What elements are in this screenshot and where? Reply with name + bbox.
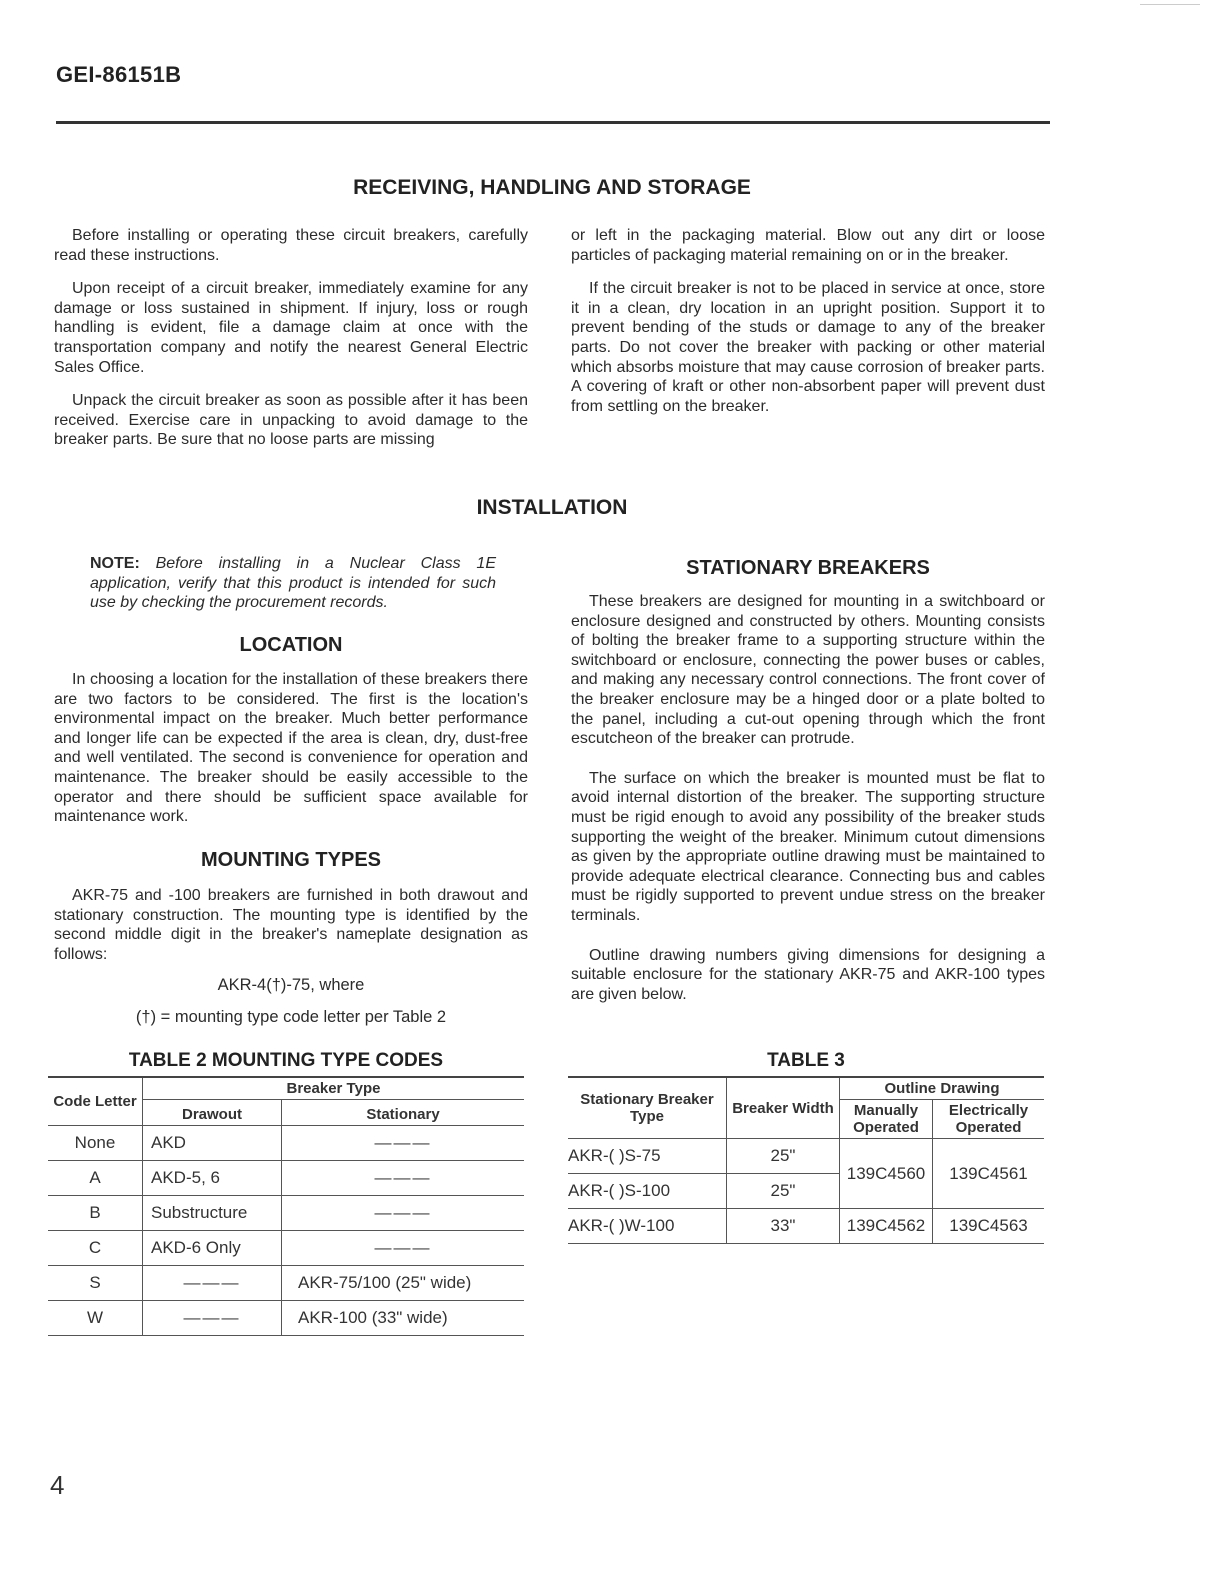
column-header-drawout: Drawout xyxy=(143,1100,282,1126)
stationary-breakers-title: STATIONARY BREAKERS xyxy=(686,557,930,579)
column-header-width: Breaker Width xyxy=(727,1077,840,1139)
code-cell: C xyxy=(48,1231,143,1266)
type-cell: AKR-( )S-75 xyxy=(568,1139,727,1174)
paragraph: AKR-75 and -100 breakers are furnished in both drawout and stationary construction. The mounting type is identified by the second middle digit in the breaker's nameplate designation as follows: xyxy=(54,887,528,963)
location-section xyxy=(54,670,528,841)
mounting-type-codes-table xyxy=(48,1076,524,1336)
paragraph: Outline drawing numbers giving dimensions for designing a suitable enclosure for the stationary AKR-75 and AKR-100 types are given below. xyxy=(571,946,1045,1003)
stationary-cell: ——— xyxy=(282,1196,525,1231)
receiving-right-column xyxy=(571,226,1045,430)
column-header-type: Stationary Breaker Type xyxy=(568,1077,727,1139)
table-row xyxy=(568,1209,1044,1244)
top-edge-line xyxy=(1140,4,1200,5)
paragraph: Upon receipt of a circuit breaker, immediately examine for any damage or loss sustained in shipment. If injury, loss or rough handling is evident, file a damage claim at once with the transportation company and notify the nearest General Electric Sales Office. xyxy=(54,280,528,376)
nuclear-note xyxy=(90,554,496,613)
width-cell: 25" xyxy=(727,1139,840,1174)
paragraph: In choosing a location for the installation of these breakers there are two factors to be considered. The first is the location's environmental impact on the breaker. Much better performance and longer life can be expected if the area is clean, dry, dust-free and well ventilated. The second is convenience for operation and maintenance. The breaker should be easily accessible to the operator and there should be sufficient space available for maintenance work. xyxy=(54,671,528,826)
column-header-electric: Electrically Operated xyxy=(933,1100,1045,1139)
table-row xyxy=(568,1139,1044,1174)
column-header-manual: Manually Operated xyxy=(840,1100,933,1139)
type-cell: AKR-( )W-100 xyxy=(568,1209,727,1244)
code-cell: None xyxy=(48,1126,143,1161)
installation-title: INSTALLATION xyxy=(476,496,628,519)
code-cell: B xyxy=(48,1196,143,1231)
stationary-cell: AKR-75/100 (25" wide) xyxy=(282,1266,525,1301)
table2-title: TABLE 2 MOUNTING TYPE CODES xyxy=(128,1050,444,1071)
table-row xyxy=(48,1301,524,1336)
electric-drawing-cell: 139C4561 xyxy=(933,1139,1045,1209)
code-cell: S xyxy=(48,1266,143,1301)
column-header-code: Code Letter xyxy=(48,1077,143,1126)
column-header-breaker-type: Breaker Type xyxy=(143,1077,525,1100)
paragraph: Unpack the circuit breaker as soon as possible after it has been received. Exercise care in unpacking to avoid damage to the breaker parts. Be sure that no loose parts are missing xyxy=(54,392,528,449)
electric-drawing-cell: 139C4563 xyxy=(933,1209,1045,1244)
stationary-cell: ——— xyxy=(282,1161,525,1196)
table-row xyxy=(48,1196,524,1231)
drawout-cell: AKD-6 Only xyxy=(143,1231,282,1266)
stationary-cell: AKR-100 (33" wide) xyxy=(282,1301,525,1336)
receiving-title: RECEIVING, HANDLING AND STORAGE xyxy=(353,176,751,199)
paragraph: These breakers are designed for mounting in a switchboard or enclosure designed and constructed by others. Mounting consists of bolting the breaker frame to a supporting structure within the switchboard or enclosure, connecting the power buses or cables, and making any necessary control connections. The front cover of the breaker enclosure may be a hinged door or a plate bolted to the panel, including a cut-out opening through which the front escutcheon of the breaker can protrude. xyxy=(571,593,1045,748)
paragraph: The surface on which the breaker is mounted must be flat to avoid internal distortion of the breaker. The supporting structure must be rigid enough to avoid any possibility of the breaker studs supporting the weight of the breaker. Minimum cutout dimensions as given by the appropriate outline drawing must be maintained to provide adequate electrical clearance. Connecting bus and cables must be rigidly supported to prevent undue stress on the breaker terminals. xyxy=(571,769,1045,924)
stationary-cell: ——— xyxy=(282,1126,525,1161)
mounting-types-title: MOUNTING TYPES xyxy=(200,849,381,871)
note-text: Before installing in a Nuclear Class 1E application, verify that this product is intended for such use by checking the procurement records. xyxy=(90,555,496,612)
paragraph: or left in the packaging material. Blow out any dirt or loose particles of packaging material remaining on or in the breaker. xyxy=(571,227,1045,264)
mounting-types-section xyxy=(54,886,528,978)
column-header-stationary: Stationary xyxy=(282,1100,525,1126)
table-row xyxy=(48,1231,524,1266)
note-label: NOTE: xyxy=(90,555,140,572)
manual-drawing-cell: 139C4562 xyxy=(840,1209,933,1244)
stationary-cell: ——— xyxy=(282,1231,525,1266)
table-row xyxy=(48,1266,524,1301)
code-cell: W xyxy=(48,1301,143,1336)
type-cell: AKR-( )S-100 xyxy=(568,1174,727,1209)
location-title: LOCATION xyxy=(239,634,343,656)
stationary-breakers-section xyxy=(571,592,1045,1018)
table-row xyxy=(48,1161,524,1196)
table-row xyxy=(48,1126,524,1161)
paragraph: If the circuit breaker is not to be placed in service at once, store it in a clean, dry location in an upright position. Support it to prevent bending of the studs or damage to any of the breaker parts. Do not cover the breaker with packing or other material which absorbs moisture that may cause corrosion of breaker parts. A covering of kraft or other non-absorbent paper will prevent dust from settling on the breaker. xyxy=(571,280,1045,415)
receiving-left-column xyxy=(54,226,528,464)
width-cell: 25" xyxy=(727,1174,840,1209)
drawout-cell: AKD-5, 6 xyxy=(143,1161,282,1196)
outline-drawing-table xyxy=(568,1076,1044,1244)
drawout-cell: Substructure xyxy=(143,1196,282,1231)
column-header-outline: Outline Drawing xyxy=(840,1077,1045,1100)
width-cell: 33" xyxy=(727,1209,840,1244)
manual-drawing-cell: 139C4560 xyxy=(840,1139,933,1209)
drawout-cell: AKD xyxy=(143,1126,282,1161)
code-cell: A xyxy=(48,1161,143,1196)
paragraph: Before installing or operating these circuit breakers, carefully read these instructions. xyxy=(54,227,528,264)
designation-example: AKR-4(†)-75, where xyxy=(217,976,365,994)
header-rule xyxy=(56,121,1050,124)
document-id: GEI-86151B xyxy=(56,62,182,87)
designation-note: (†) = mounting type code letter per Table 2 xyxy=(135,1008,447,1026)
drawout-cell: ——— xyxy=(143,1266,282,1301)
drawout-cell: ——— xyxy=(143,1301,282,1336)
table3-title: TABLE 3 xyxy=(767,1050,845,1071)
page-number: 4 xyxy=(50,1470,65,1500)
